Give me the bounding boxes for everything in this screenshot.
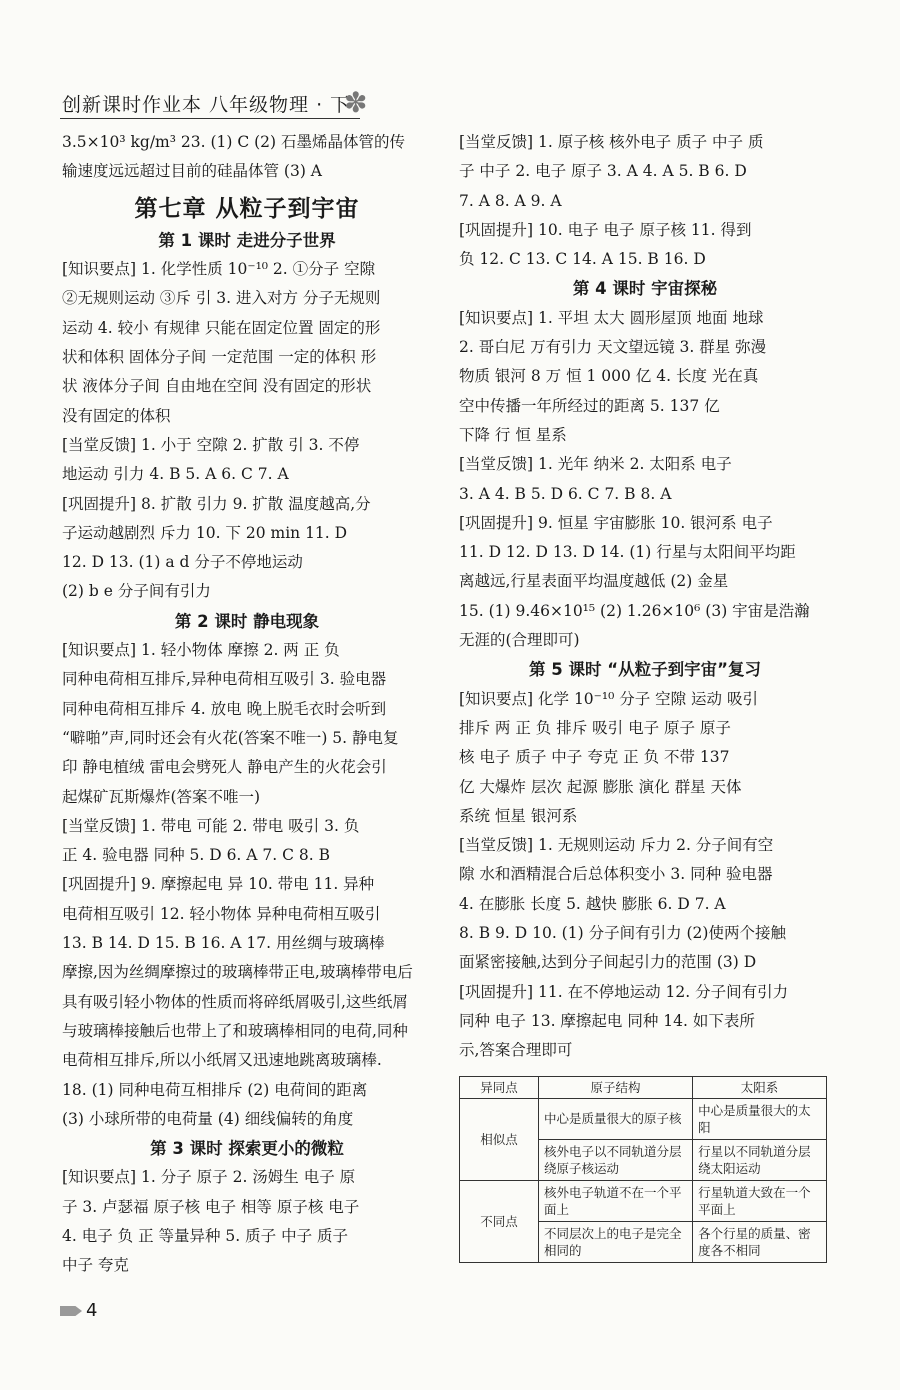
answer-line: 电荷相互排斥,所以小纸屑又迅速地跳离玻璃棒. [62,1051,382,1070]
answer-line: 系统 恒星 银河系 [459,806,578,825]
answer-line: 电荷相互吸引 12. 轻小物体 异种电荷相互吸引 [62,904,381,923]
answer-line: (2) b e 分子间有引力 [62,582,211,601]
answer-line: [巩固提升] 9. 恒星 宇宙膨胀 10. 银河系 电子 [459,513,773,532]
answer-line: 子 3. 卢瑟福 原子核 电子 相等 原子核 电子 [62,1197,360,1216]
answer-line: [巩固提升] 8. 扩散 引力 9. 扩散 温度越高,分 [62,494,371,513]
lesson-3-body [62,1163,432,1280]
answer-line: 印 静电植绒 雷电会劈死人 静电产生的火花会引 [62,758,387,777]
answer-line: 隙 水和酒精混合后总体积变小 3. 同种 验电器 [459,865,773,884]
answer-line: 子运动越剧烈 斥力 10. 下 20 min 11. D [62,523,348,542]
answer-line: 物质 银河 8 万 恒 1 000 亿 4. 长度 光在真 [459,367,759,386]
answer-line: 状 液体分子间 自由地在空间 没有固定的形状 [62,377,372,396]
answer-line: 2. 哥白尼 万有引力 天文望远镜 3. 群星 弥漫 [459,338,767,357]
answer-line: [当堂反馈] 1. 小于 空隙 2. 扩散 引 3. 不停 [62,435,360,454]
table-cell: 中心是质量很大的原子核 [539,1098,693,1139]
answer-line: 4. 在膨胀 长度 5. 越快 膨胀 6. D 7. A [459,894,726,913]
arrow-icon [60,1306,82,1316]
answer-line: [巩固提升] 11. 在不停地运动 12. 分子间有引力 [459,982,789,1001]
answer-line: [当堂反馈] 1. 无规则运动 斥力 2. 分子间有空 [459,836,774,855]
table-header: 异同点 [460,1076,539,1098]
page-number-text: 4 [86,1300,98,1321]
answer-line: (3) 小球所带的电荷量 (4) 细线偏转的角度 [62,1109,354,1128]
lesson-3-title: 第 3 课时 探索更小的微粒 [150,1139,344,1159]
answer-line: [知识要点] 化学 10⁻¹⁰ 分子 空隙 运动 吸引 [459,689,758,708]
answer-line: 同种 电子 13. 摩擦起电 同种 14. 如下表所 [459,1011,755,1030]
lesson-4-body [459,304,831,656]
answer-line: ②无规则运动 ③斥 引 3. 进入对方 分子无规则 [62,289,381,308]
answer-line: [知识要点] 1. 轻小物体 摩擦 2. 两 正 负 [62,641,340,660]
answer-line: [当堂反馈] 1. 光年 纳米 2. 太阳系 电子 [459,455,732,474]
answer-line: 具有吸引轻小物体的性质而将碎纸屑吸引,这些纸屑 [62,992,408,1011]
table-cell: 各个行星的质量、密度各不相同 [693,1221,827,1262]
intro-block [62,128,432,187]
answer-line: 18. (1) 同种电荷互相排斥 (2) 电荷间的距离 [62,1080,368,1099]
answer-line: 11. D 12. D 13. D 14. (1) 行星与太阳间平均距 [459,543,796,562]
answer-line: 摩擦,因为丝绸摩擦过的玻璃棒带正电,玻璃棒带电后 [62,963,413,982]
table-row [460,1180,827,1221]
answer-line: [当堂反馈] 1. 原子核 核外电子 质子 中子 质 [459,133,764,151]
row-group-label: 不同点 [460,1180,539,1262]
comparison-table [459,1076,827,1263]
answer-line: 同种电荷相互排斥 4. 放电 晚上脱毛衣时会听到 [62,699,387,718]
flower-icon: ✽ [344,86,368,119]
answer-line: 核 电子 质子 中子 夸克 正 负 不带 137 [459,748,730,767]
answer-line: 15. (1) 9.46×10¹⁵ (2) 1.26×10⁶ (3) 宇宙是浩瀚 [459,601,810,620]
answer-line: [知识要点] 1. 化学性质 10⁻¹⁰ 2. ①分子 空隙 [62,260,376,279]
table-row [460,1098,827,1139]
answer-line: 排斥 两 正 负 排斥 吸引 电子 原子 原子 [459,718,731,737]
table-header-row [460,1076,827,1098]
answer-line: [知识要点] 1. 分子 原子 2. 汤姆生 电子 原 [62,1168,356,1187]
answer-line: 无涯的(合理即可) [459,631,580,650]
answer-line: 与玻璃棒接触后也带上了和玻璃棒相同的电荷,同种 [62,1021,408,1040]
table-cell: 行星以不同轨道分层绕太阳运动 [693,1139,827,1180]
intro-line: 3.5×10³ kg/m³ 23. (1) C (2) 石墨烯晶体管的传 [62,133,406,151]
answer-line: [知识要点] 1. 平坦 太大 圆形屋顶 地面 地球 [459,308,764,327]
table-cell: 核外电子以不同轨道分层绕原子核运动 [539,1139,693,1180]
page-header: 创新课时作业本 八年级物理 · 下 [62,94,351,116]
table-header: 太阳系 [693,1076,827,1098]
answer-line: 7. A 8. A 9. A [459,191,562,210]
lesson-3-continued [459,128,831,274]
answer-line: 离越远,行星表面平均温度越低 (2) 金星 [459,572,729,591]
answer-line: 亿 大爆炸 层次 起源 膨胀 演化 群星 天体 [459,777,742,796]
answer-line: 地运动 引力 4. B 5. A 6. C 7. A [62,465,289,484]
lesson-1-title: 第 1 课时 走进分子世界 [158,230,336,250]
intro-line: 输速度远远超过目前的硅晶体管 (3) A [62,162,323,181]
answer-line: 运动 4. 较小 有规律 只能在固定位置 固定的形 [62,318,381,337]
answer-line: 子 中子 2. 电子 原子 3. A 4. A 5. B 6. D [459,162,747,181]
table-cell: 中心是质量很大的太阳 [693,1098,827,1139]
answer-line: 13. B 14. D 15. B 16. A 17. 用丝绸与玻璃棒 [62,934,385,953]
lesson-5-title: 第 5 课时 “从粒子到宇宙”复习 [529,660,761,680]
table-cell: 行星轨道大致在一个平面上 [693,1180,827,1221]
answer-line: 3. A 4. B 5. D 6. C 7. B 8. A [459,484,672,503]
answer-line: 中子 夸克 [62,1256,129,1275]
answer-line: 空中传播一年所经过的距离 5. 137 亿 [459,396,720,415]
answer-line: 4. 电子 负 正 等量异种 5. 质子 中子 质子 [62,1226,348,1245]
lesson-2-body [62,636,432,1134]
table-header: 原子结构 [539,1076,693,1098]
answer-line: [当堂反馈] 1. 带电 可能 2. 带电 吸引 3. 负 [62,816,360,835]
answer-line: [巩固提升] 10. 电子 电子 原子核 11. 得到 [459,220,752,239]
answer-line: 8. B 9. D 10. (1) 分子间有引力 (2)使两个接触 [459,924,786,943]
answer-line: “噼啪”声,同时还会有火花(答案不唯一) 5. 静电复 [62,728,399,747]
answer-line: 负 12. C 13. C 14. A 15. B 16. D [459,250,706,269]
lesson-5-body [459,685,831,1066]
answer-line: 下降 行 恒 星系 [459,425,567,444]
header-divider [60,118,360,119]
answer-line: 示,答案合理即可 [459,1041,573,1060]
lesson-1-body [62,255,432,607]
answer-line: 12. D 13. (1) a d 分子不停地运动 [62,553,303,572]
answer-line: [巩固提升] 9. 摩擦起电 异 10. 带电 11. 异种 [62,875,375,894]
page-number [60,1300,97,1321]
answer-line: 同种电荷相互排斥,异种电荷相互吸引 3. 验电器 [62,670,387,689]
answer-line: 状和体积 固体分子间 一定范围 一定的体积 形 [62,348,377,367]
table-cell: 核外电子轨道不在一个平面上 [539,1180,693,1221]
right-column [459,128,831,1263]
answer-line: 正 4. 验电器 同种 5. D 6. A 7. C 8. B [62,846,331,865]
answer-line: 没有固定的体积 [62,406,171,425]
chapter-title: 第七章 从粒子到宇宙 [134,195,360,222]
answer-line: 起煤矿瓦斯爆炸(答案不唯一) [62,787,261,806]
lesson-2-title: 第 2 课时 静电现象 [174,611,320,631]
left-column [62,128,432,1281]
answer-line: 面紧密接触,达到分子间起引力的范围 (3) D [459,953,757,972]
lesson-4-title: 第 4 课时 宇宙探秘 [572,279,718,299]
row-group-label: 相似点 [460,1098,539,1180]
table-cell: 不同层次上的电子是完全相同的 [539,1221,693,1262]
